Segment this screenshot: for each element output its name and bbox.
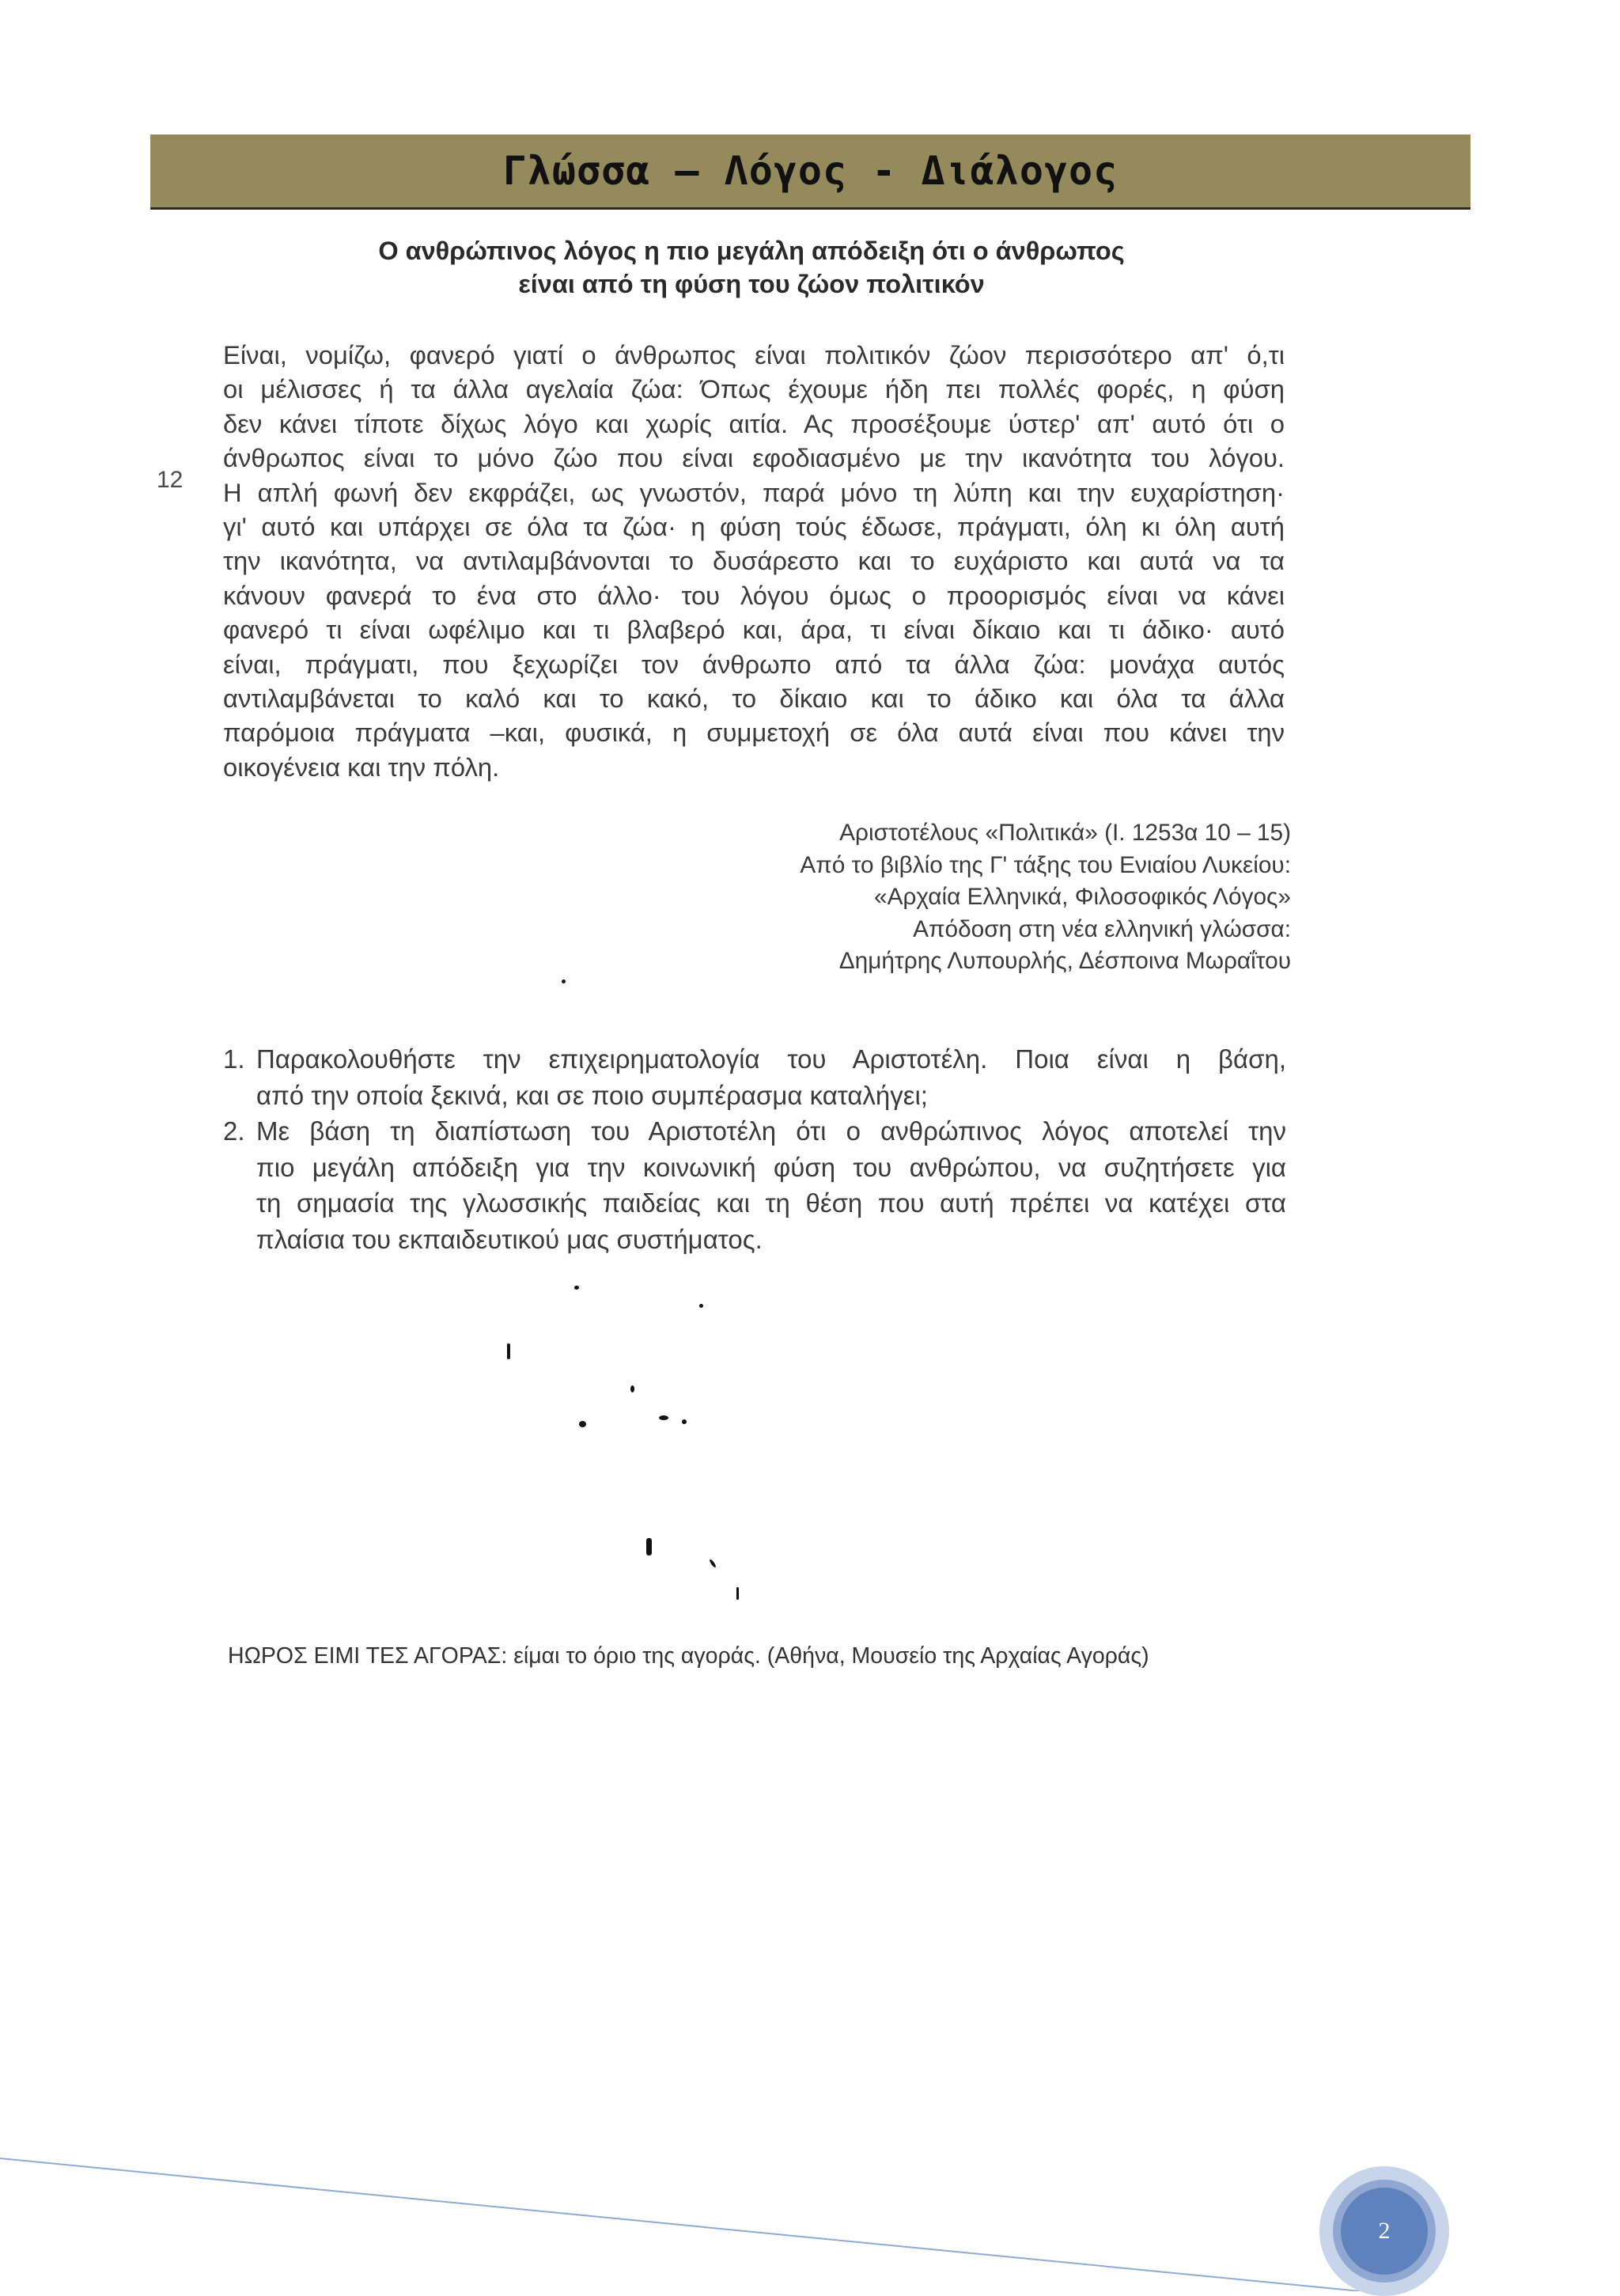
scan-speck: [646, 1538, 652, 1555]
attribution-line: Αριστοτέλους «Πολιτικά» (Ι. 1253α 10 – 15): [839, 820, 1291, 846]
section-header-bar: [150, 135, 1470, 210]
scan-speck: [709, 1559, 717, 1568]
question-line: Με βάση τη διαπίστωση του Αριστοτέλη ότι ο ανθρώπινος λόγος αποτελεί την: [256, 1116, 1286, 1146]
passage-line: Η απλή φωνή δεν εκφράζει, ως γνωστόν, παρά μόνο τη λύπη και την ευχαρίστηση·: [223, 477, 1285, 507]
scan-speck: [562, 979, 566, 983]
question-line: τη σημασία της γλωσσικής παιδείας και τη θέση που αυτή πρέπει να κατέχει στα: [256, 1188, 1286, 1218]
passage-title-line: Ο ανθρώπινος λόγος η πιο μεγάλη απόδειξη ότι ο άνθρωπος: [378, 237, 1125, 265]
scan-speck: [574, 1286, 579, 1290]
line-number-marker: 12: [157, 467, 184, 493]
attribution-line: Δημήτρης Λυπουρλής, Δέσποινα Μωραΐτου: [838, 948, 1291, 974]
passage-title-line: είναι από τη φύση του ζώον πολιτικόν: [518, 270, 985, 298]
page-badge-ring: [1333, 2180, 1436, 2283]
question-number: 2.: [223, 1116, 245, 1146]
passage-title: [316, 234, 1187, 301]
passage-line: γι' αυτό και υπάρχει σε όλα τα ζώα· η φύση τούς έδωσε, πράγματι, όλη κι όλη αυτή: [223, 512, 1285, 542]
passage-line: παρόμοια πράγματα –και, φυσικά, η συμμετοχή σε όλα αυτά είναι που κάνει την: [223, 718, 1285, 748]
attribution-line: Από το βιβλίο της Γ' τάξης του Ενιαίου Λυκείου:: [800, 851, 1291, 878]
page-number: 2: [1341, 2188, 1428, 2275]
scan-speck: [579, 1421, 586, 1427]
passage-line: κάνουν φανερά το ένα στο άλλο· του λόγου όμως ο προορισμός είναι να κάνει: [223, 580, 1285, 610]
passage-line: είναι, πράγματι, που ξεχωρίζει τον άνθρωπο από τα άλλα ζώα: μονάχα αυτός: [223, 649, 1285, 679]
page-number-badge: [1319, 2166, 1449, 2296]
passage-line: άνθρωπος είναι το μόνο ζώο που είναι εφοδιασμένο με την ικανότητα του λόγου.: [223, 443, 1285, 473]
image-caption: ΗΩΡΟΣ ΕΙΜΙ ΤΕΣ ΑΓΟΡΑΣ: είμαι το όριο της αγοράς. (Αθήνα, Μουσείο της Αρχαίας Αγοράς): [228, 1643, 1149, 1669]
section-title: Γλώσσα – Λόγος - Διάλογος: [502, 148, 1118, 194]
question-line: πλαίσια του εκπαιδευτικού μας συστήματος.: [256, 1224, 763, 1254]
question-line: Παρακολουθήστε την επιχειρηματολογία του Αριστοτέλη. Ποια είναι η βάση,: [256, 1044, 1286, 1074]
scan-speck: [659, 1415, 668, 1420]
question-item: [223, 1113, 1286, 1257]
scan-speck: [630, 1385, 634, 1392]
attribution-line: Απόδοση στη νέα ελληνική γλώσσα:: [913, 915, 1291, 942]
scan-speck: [682, 1419, 687, 1424]
question-line: πιο μεγάλη απόδειξη για την κοινωνική φύση του ανθρώπου, να συζητήσετε για: [256, 1152, 1286, 1182]
question-item: [223, 1041, 1286, 1113]
passage-line: οι μέλισσες ή τα άλλα αγελαία ζώα: Όπως έχουμε ήδη πει πολλές φορές, η φύση: [223, 374, 1285, 404]
scan-speck: [507, 1343, 510, 1359]
question-number: 1.: [223, 1044, 245, 1074]
source-attribution: [800, 817, 1291, 978]
passage-line: δεν κάνει τίποτε δίχως λόγο και χωρίς αιτία. Ας προσέξουμε ύστερ' απ' αυτό ότι ο: [223, 408, 1285, 438]
scan-speck: [699, 1304, 703, 1308]
passage-line: Είναι, νομίζω, φανερό γιατί ο άνθρωπος είναι πολιτικόν ζώον περισσότερο απ' ό,τι: [223, 340, 1285, 369]
passage-line: αντιλαμβάνεται το καλό και το κακό, το δίκαιο και το άδικο και όλα τα άλλα: [223, 684, 1285, 714]
question-line: από την οποία ξεκινά, και σε ποιο συμπέρασμα καταλήγει;: [256, 1080, 928, 1110]
passage-body: [223, 338, 1285, 784]
scan-speck: [736, 1587, 739, 1600]
passage-line: οικογένεια και την πόλη.: [223, 752, 500, 782]
questions-list: [223, 1041, 1286, 1257]
attribution-line: «Αρχαία Ελληνικά, Φιλοσοφικός Λόγος»: [874, 884, 1291, 910]
passage-line: φανερό τι είναι ωφέλιμο και τι βλαβερό και, άρα, τι είναι δίκαιο και τι άδικο· αυτό: [223, 615, 1285, 645]
passage-line: την ικανότητα, να αντιλαμβάνονται το δυσάρεστο και το ευχάριστο και αυτά να τα: [223, 546, 1285, 576]
